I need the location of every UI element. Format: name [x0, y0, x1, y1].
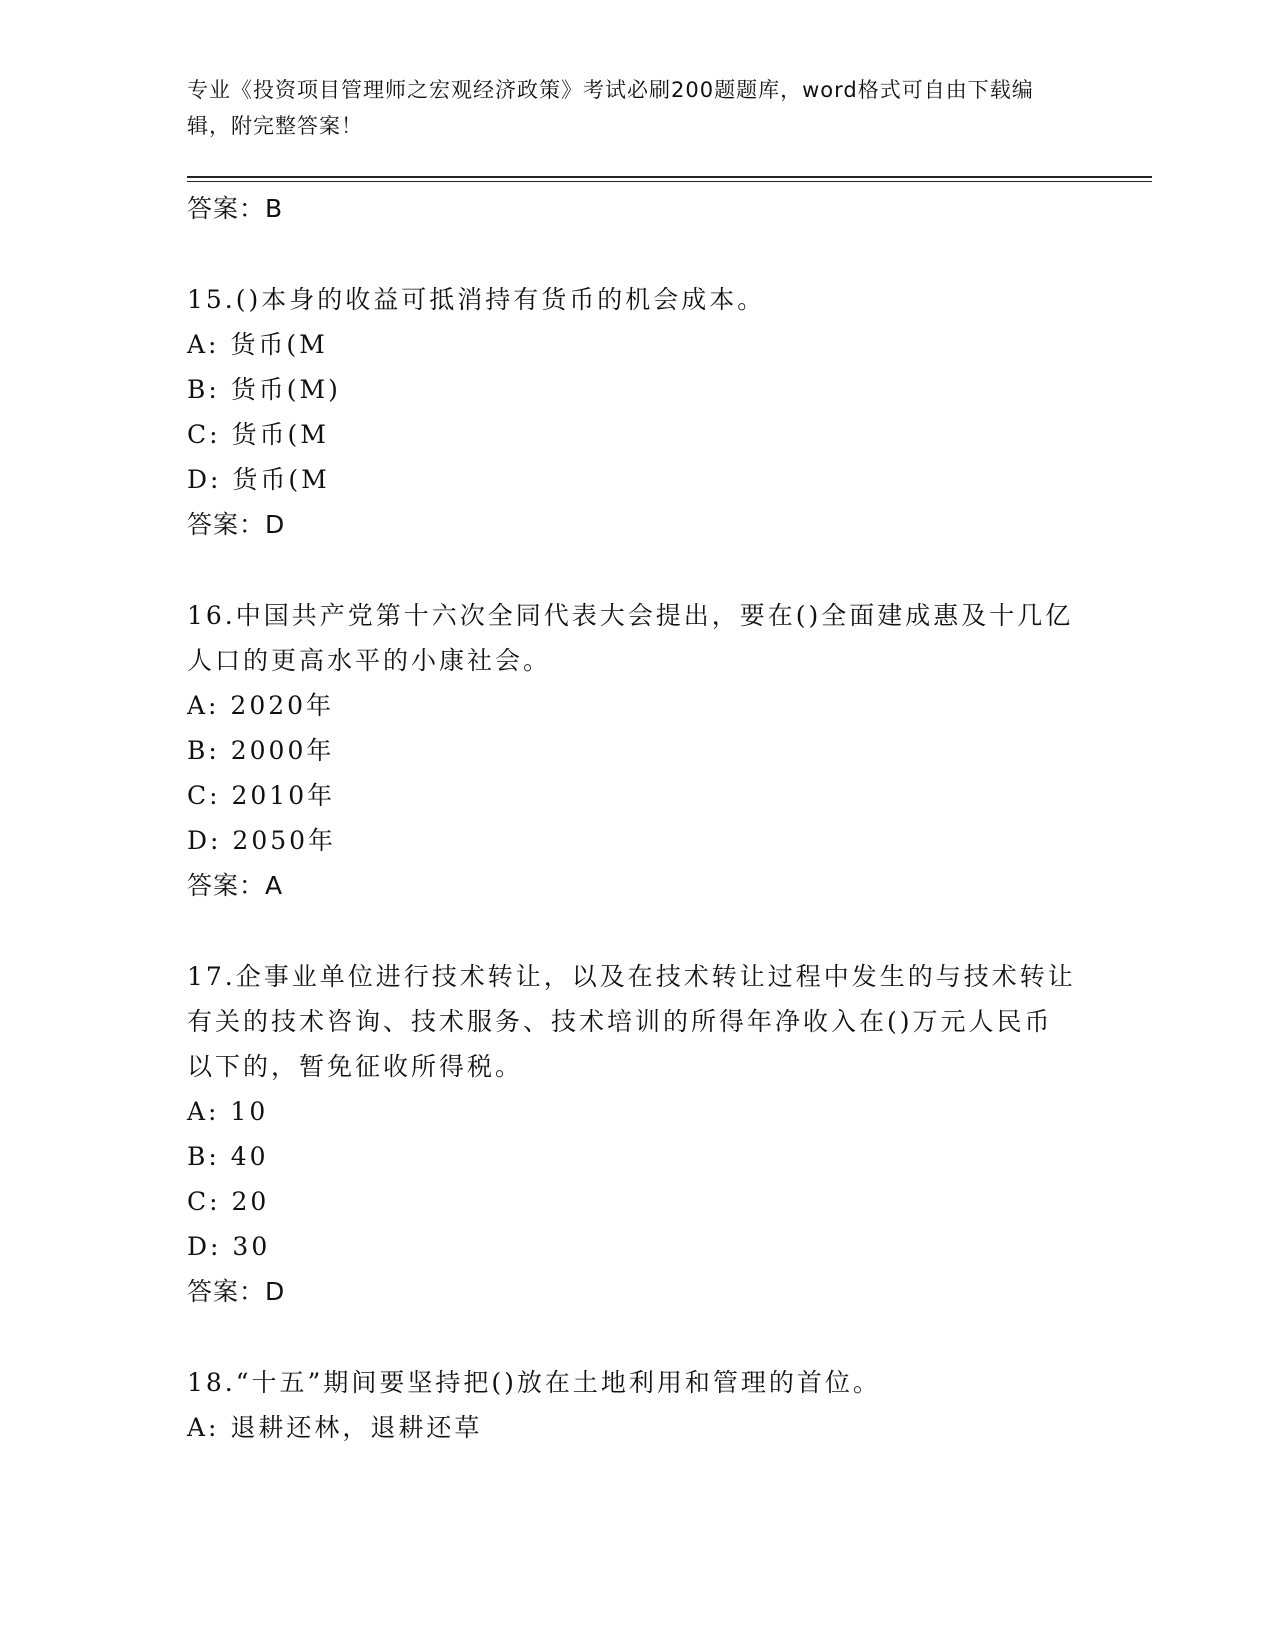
spacer	[187, 548, 1087, 593]
answer-line: 答案：B	[187, 194, 284, 223]
option-a: A: 货币(M	[187, 330, 328, 359]
spacer	[187, 1315, 1087, 1360]
option-a: A: 退耕还林，退耕还草	[187, 1413, 483, 1442]
header-rule-thin	[187, 181, 1152, 182]
option-d: D: 2050年	[187, 826, 337, 855]
document-body	[187, 186, 1087, 1450]
spacer	[187, 232, 1087, 277]
option-d: D: 货币(M	[187, 465, 330, 494]
option-c: C: 2010年	[187, 781, 336, 810]
option-b: B: 2000年	[187, 736, 335, 765]
question-18: 18.“十五”期间要坚持把()放在土地利用和管理的首位。	[187, 1368, 881, 1397]
answer-line: 答案：D	[187, 510, 286, 539]
question-15: 15.()本身的收益可抵消持有货币的机会成本。	[187, 285, 766, 314]
answer-line: 答案：A	[187, 871, 284, 900]
spacer	[187, 909, 1087, 954]
option-b: B: 货币(M)	[187, 375, 341, 404]
option-c: C: 20	[187, 1187, 270, 1216]
option-c: C: 货币(M	[187, 420, 329, 449]
question-17: 17.企事业单位进行技术转让，以及在技术转让过程中发生的与技术转让有关的技术咨询、技术服务、技术培训的所得年净收入在()万元人民币以下的，暂免征收所得税。	[187, 962, 1076, 1081]
answer-line: 答案：D	[187, 1277, 286, 1306]
option-b: B: 40	[187, 1142, 269, 1171]
option-d: D: 30	[187, 1232, 271, 1261]
question-16: 16.中国共产党第十六次全同代表大会提出，要在()全面建成惠及十几亿人口的更高水平的小康社会。	[187, 601, 1074, 675]
document-header: 专业《投资项目管理师之宏观经济政策》考试必刷200题题库，word格式可自由下载编辑，附完整答案！	[187, 78, 1034, 138]
option-a: A: 10	[187, 1097, 269, 1126]
option-a: A: 2020年	[187, 691, 335, 720]
header-rule-thick	[187, 176, 1152, 178]
